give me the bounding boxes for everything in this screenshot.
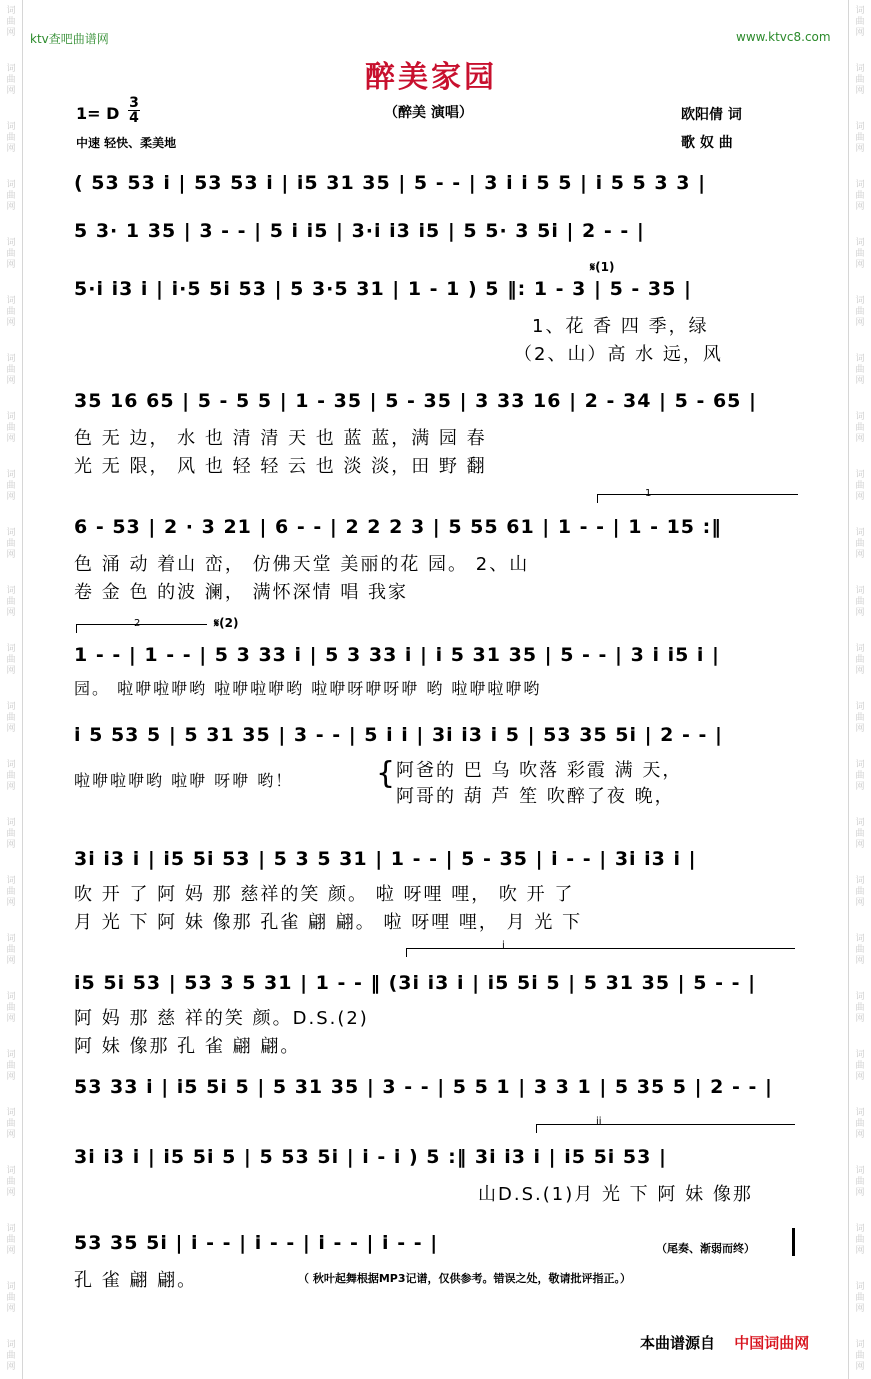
watermark-glyph: 词 曲 网 <box>855 1224 865 1256</box>
score-line-9: i5 5i 53 | 53 3 5 31 | 1 - - ‖ (3i i3 i | i5 5i 5 | 5 31 35 | 5 - - | <box>74 972 757 994</box>
watermark-glyph: 词 曲 网 <box>855 354 865 386</box>
score-line-8: 3i i3 i | i5 5i 53 | 5 3 5 31 | 1 - - | 5 - 35 | i - - | 3i i3 i | <box>74 848 697 870</box>
watermark-glyph: 词 曲 网 <box>6 1224 16 1256</box>
watermark-glyph: 词 曲 网 <box>855 702 865 734</box>
watermark-glyph: 词 曲 网 <box>6 876 16 908</box>
watermark-glyph: 词 曲 网 <box>855 122 865 154</box>
watermark-glyph: 词 曲 网 <box>6 702 16 734</box>
watermark-glyph: 词 曲 网 <box>855 296 865 328</box>
volta-bracket-2 <box>76 624 207 633</box>
score-line-5: 6 - 53 | 2 · 3 21 | 6 - - | 2 2 2 3 | 5 55 61 | 1 - - | 1 - 15 :‖ <box>74 516 722 538</box>
watermark-glyph: 词 曲 网 <box>6 412 16 444</box>
score-line-3: 5·i i3 i | i·5 5i 53 | 5 3·5 31 | 1 - 1 ) 5 ‖: 1 - 3 | 5 - 35 | <box>74 278 692 300</box>
source-label: 本曲谱源自 <box>640 1334 716 1352</box>
lyric-line-4b: 光 无 限， 风 也 轻 轻 云 也 淡 淡，田 野 翻 <box>74 456 487 477</box>
score-line-10: 53 33 i | i5 5i 5 | 5 31 35 | 3 - - | 5 5 1 | 3 3 1 | 5 35 5 | 2 - - | <box>74 1076 773 1098</box>
watermark-glyph: 词 曲 网 <box>855 6 865 38</box>
song-subtitle: （醉美 演唱） <box>384 105 473 121</box>
score-line-2: 5 3· 1 35 | 3 - - | 5 i i5 | 3·i i3 i5 | 5 5· 3 5i | 2 - - | <box>74 220 645 242</box>
watermark-glyph: 词 曲 网 <box>855 180 865 212</box>
watermark-glyph: 词 曲 网 <box>855 818 865 850</box>
source-site-link[interactable]: 中国词曲网 <box>734 1334 810 1352</box>
lyric-line-9b: 阿 妹 像那 孔 雀 翩 翩。 <box>74 1036 301 1057</box>
composer-credit: 歌 奴 曲 <box>681 135 733 151</box>
watermark-glyph: 词 曲 网 <box>6 586 16 618</box>
lyric-line-7a: 阿爸的 巴 乌 吹落 彩霞 满 天， <box>396 760 683 781</box>
lyric-brace: { <box>376 756 396 791</box>
coda-note: （尾奏、渐弱而终） <box>656 1242 755 1255</box>
segno-1: 𝄋(1) <box>590 260 615 274</box>
watermark-glyph: 词 曲 网 <box>6 992 16 1024</box>
score-line-4: 35 16 65 | 5 - 5 5 | 1 - 35 | 5 - 35 | 3 33 16 | 2 - 34 | 5 - 65 | <box>74 390 757 412</box>
watermark-glyph: 词 曲 网 <box>855 470 865 502</box>
score-line-12: 53 35 5i | i - - | i - - | i - - | i - - | <box>74 1232 439 1254</box>
watermark-glyph: 词 曲 网 <box>6 818 16 850</box>
lyric-line-8a: 吹 开 了 阿 妈 那 慈祥的笑 颜。 啦 呀哩 哩， 吹 开 了 <box>74 884 575 905</box>
lyric-line-5a: 色 涌 动 着山 峦， 仿佛天堂 美丽的花 园。 2、山 <box>74 554 530 575</box>
transcriber-remark: （ 秋叶起舞根据MP3记谱，仅供参考。错误之处，敬请批评指正。） <box>298 1272 631 1285</box>
segno-2: 𝄋(2) <box>214 616 239 630</box>
watermark-glyph: 词 曲 网 <box>6 1282 16 1314</box>
watermark-glyph: 词 曲 网 <box>6 470 16 502</box>
volta-bracket-4 <box>536 1124 795 1133</box>
watermark-glyph: 词 曲 网 <box>6 354 16 386</box>
lyric-line-3a: 1、花 香 四 季，绿 <box>532 316 709 337</box>
watermark-glyph: 词 曲 网 <box>855 934 865 966</box>
site-left-link[interactable]: ktv查吧曲谱网 <box>30 32 109 46</box>
lyric-line-8b: 月 光 下 阿 妹 像那 孔雀 翩 翩。 啦 呀哩 哩， 月 光 下 <box>74 912 583 933</box>
watermark-glyph: 词 曲 网 <box>855 412 865 444</box>
watermark-glyph: 词 曲 网 <box>855 586 865 618</box>
watermark-glyph: 词 曲 网 <box>6 180 16 212</box>
song-title: 醉美家园 <box>365 60 497 95</box>
score-line-6: 1 - - | 1 - - | 5 3 33 i | 5 3 33 i | i 5 31 35 | 5 - - | 3 i i5 i | <box>74 644 720 666</box>
watermark-glyph: 词 曲 网 <box>855 992 865 1024</box>
watermark-glyph: 词 曲 网 <box>855 1282 865 1314</box>
watermark-glyph: 词 曲 网 <box>855 1108 865 1140</box>
watermark-glyph: 词 曲 网 <box>6 644 16 676</box>
tempo-marking: 中速 轻快、柔美地 <box>76 136 177 150</box>
watermark-glyph: 词 曲 网 <box>855 1166 865 1198</box>
watermark-glyph: 词 曲 网 <box>6 64 16 96</box>
watermark-glyph: 词 曲 网 <box>855 238 865 270</box>
watermark-glyph: 词 曲 网 <box>855 760 865 792</box>
lyric-line-6: 园。 啦咿啦咿哟 啦咿啦咿哟 啦咿呀咿呀咿 哟 啦咿啦咿哟 <box>74 679 542 698</box>
watermark-glyph: 词 曲 网 <box>6 122 16 154</box>
time-numerator: 3 <box>129 95 139 111</box>
watermark-glyph: 词 曲 网 <box>6 934 16 966</box>
watermark-glyph: 词 曲 网 <box>6 760 16 792</box>
watermark-glyph: 词 曲 网 <box>855 1340 865 1372</box>
lyric-line-3b: （2、山）高 水 远，风 <box>514 344 723 365</box>
lyric-line-5b: 卷 金 色 的波 澜， 满怀深情 唱 我家 <box>74 582 409 603</box>
time-signature <box>128 96 140 125</box>
watermark-glyph: 词 曲 网 <box>6 528 16 560</box>
watermark-glyph: 词 曲 网 <box>6 1108 16 1140</box>
lyric-line-12: 孔 雀 翩 翩。 <box>74 1270 198 1291</box>
watermark-glyph: 词 曲 网 <box>6 1340 16 1372</box>
watermark-glyph: 词 曲 网 <box>6 296 16 328</box>
final-barline <box>792 1228 795 1256</box>
lyric-line-7b: 阿哥的 葫 芦 笙 吹醉了夜 晚， <box>396 786 675 807</box>
score-line-7: i 5 53 5 | 5 31 35 | 3 - - | 5 i i | 3i i3 i 5 | 53 35 5i | 2 - - | <box>74 724 723 746</box>
lyric-line-7: 啦咿啦咿哟 啦咿 呀咿 哟！ <box>74 771 294 790</box>
score-line-11: 3i i3 i | i5 5i 5 | 5 53 5i | i - i ) 5 :‖ 3i i3 i | i5 5i 53 | <box>74 1146 667 1168</box>
volta-number-2: 2 <box>134 618 141 629</box>
watermark-glyph: 词 曲 网 <box>6 238 16 270</box>
key-signature: 1= D <box>76 104 120 123</box>
lyricist-credit: 欧阳倩 词 <box>681 107 742 123</box>
watermark-glyph: 词 曲 网 <box>855 1050 865 1082</box>
watermark-glyph: 词 曲 网 <box>855 644 865 676</box>
watermark-glyph: 词 曲 网 <box>855 876 865 908</box>
watermark-glyph: 词 曲 网 <box>6 6 16 38</box>
volta-number-1: 1 <box>645 488 652 499</box>
watermark-glyph: 词 曲 网 <box>6 1050 16 1082</box>
score-line-1: ( 53 53 i | 53 53 i | i5 31 35 | 5 - - | 3 i i 5 5 | i 5 5 3 3 | <box>74 172 707 194</box>
volta-number-4: ii <box>596 1116 602 1127</box>
volta-bracket-1 <box>597 494 798 503</box>
lyric-line-11: 山D.S.(1)月 光 下 阿 妹 像那 <box>478 1184 753 1205</box>
time-denominator: 4 <box>129 110 139 126</box>
source-footer <box>640 1332 809 1353</box>
lyric-line-4a: 色 无 边， 水 也 清 清 天 也 蓝 蓝，满 园 春 <box>74 428 487 449</box>
watermark-glyph: 词 曲 网 <box>855 528 865 560</box>
watermark-glyph: 词 曲 网 <box>6 1166 16 1198</box>
site-right-link[interactable]: www.ktvc8.com <box>736 30 831 44</box>
watermark-glyph: 词 曲 网 <box>855 64 865 96</box>
volta-bracket-3 <box>406 948 795 957</box>
volta-number-3: i <box>502 940 505 951</box>
lyric-line-9a: 阿 妈 那 慈 祥的笑 颜。D.S.(2) <box>74 1008 369 1029</box>
